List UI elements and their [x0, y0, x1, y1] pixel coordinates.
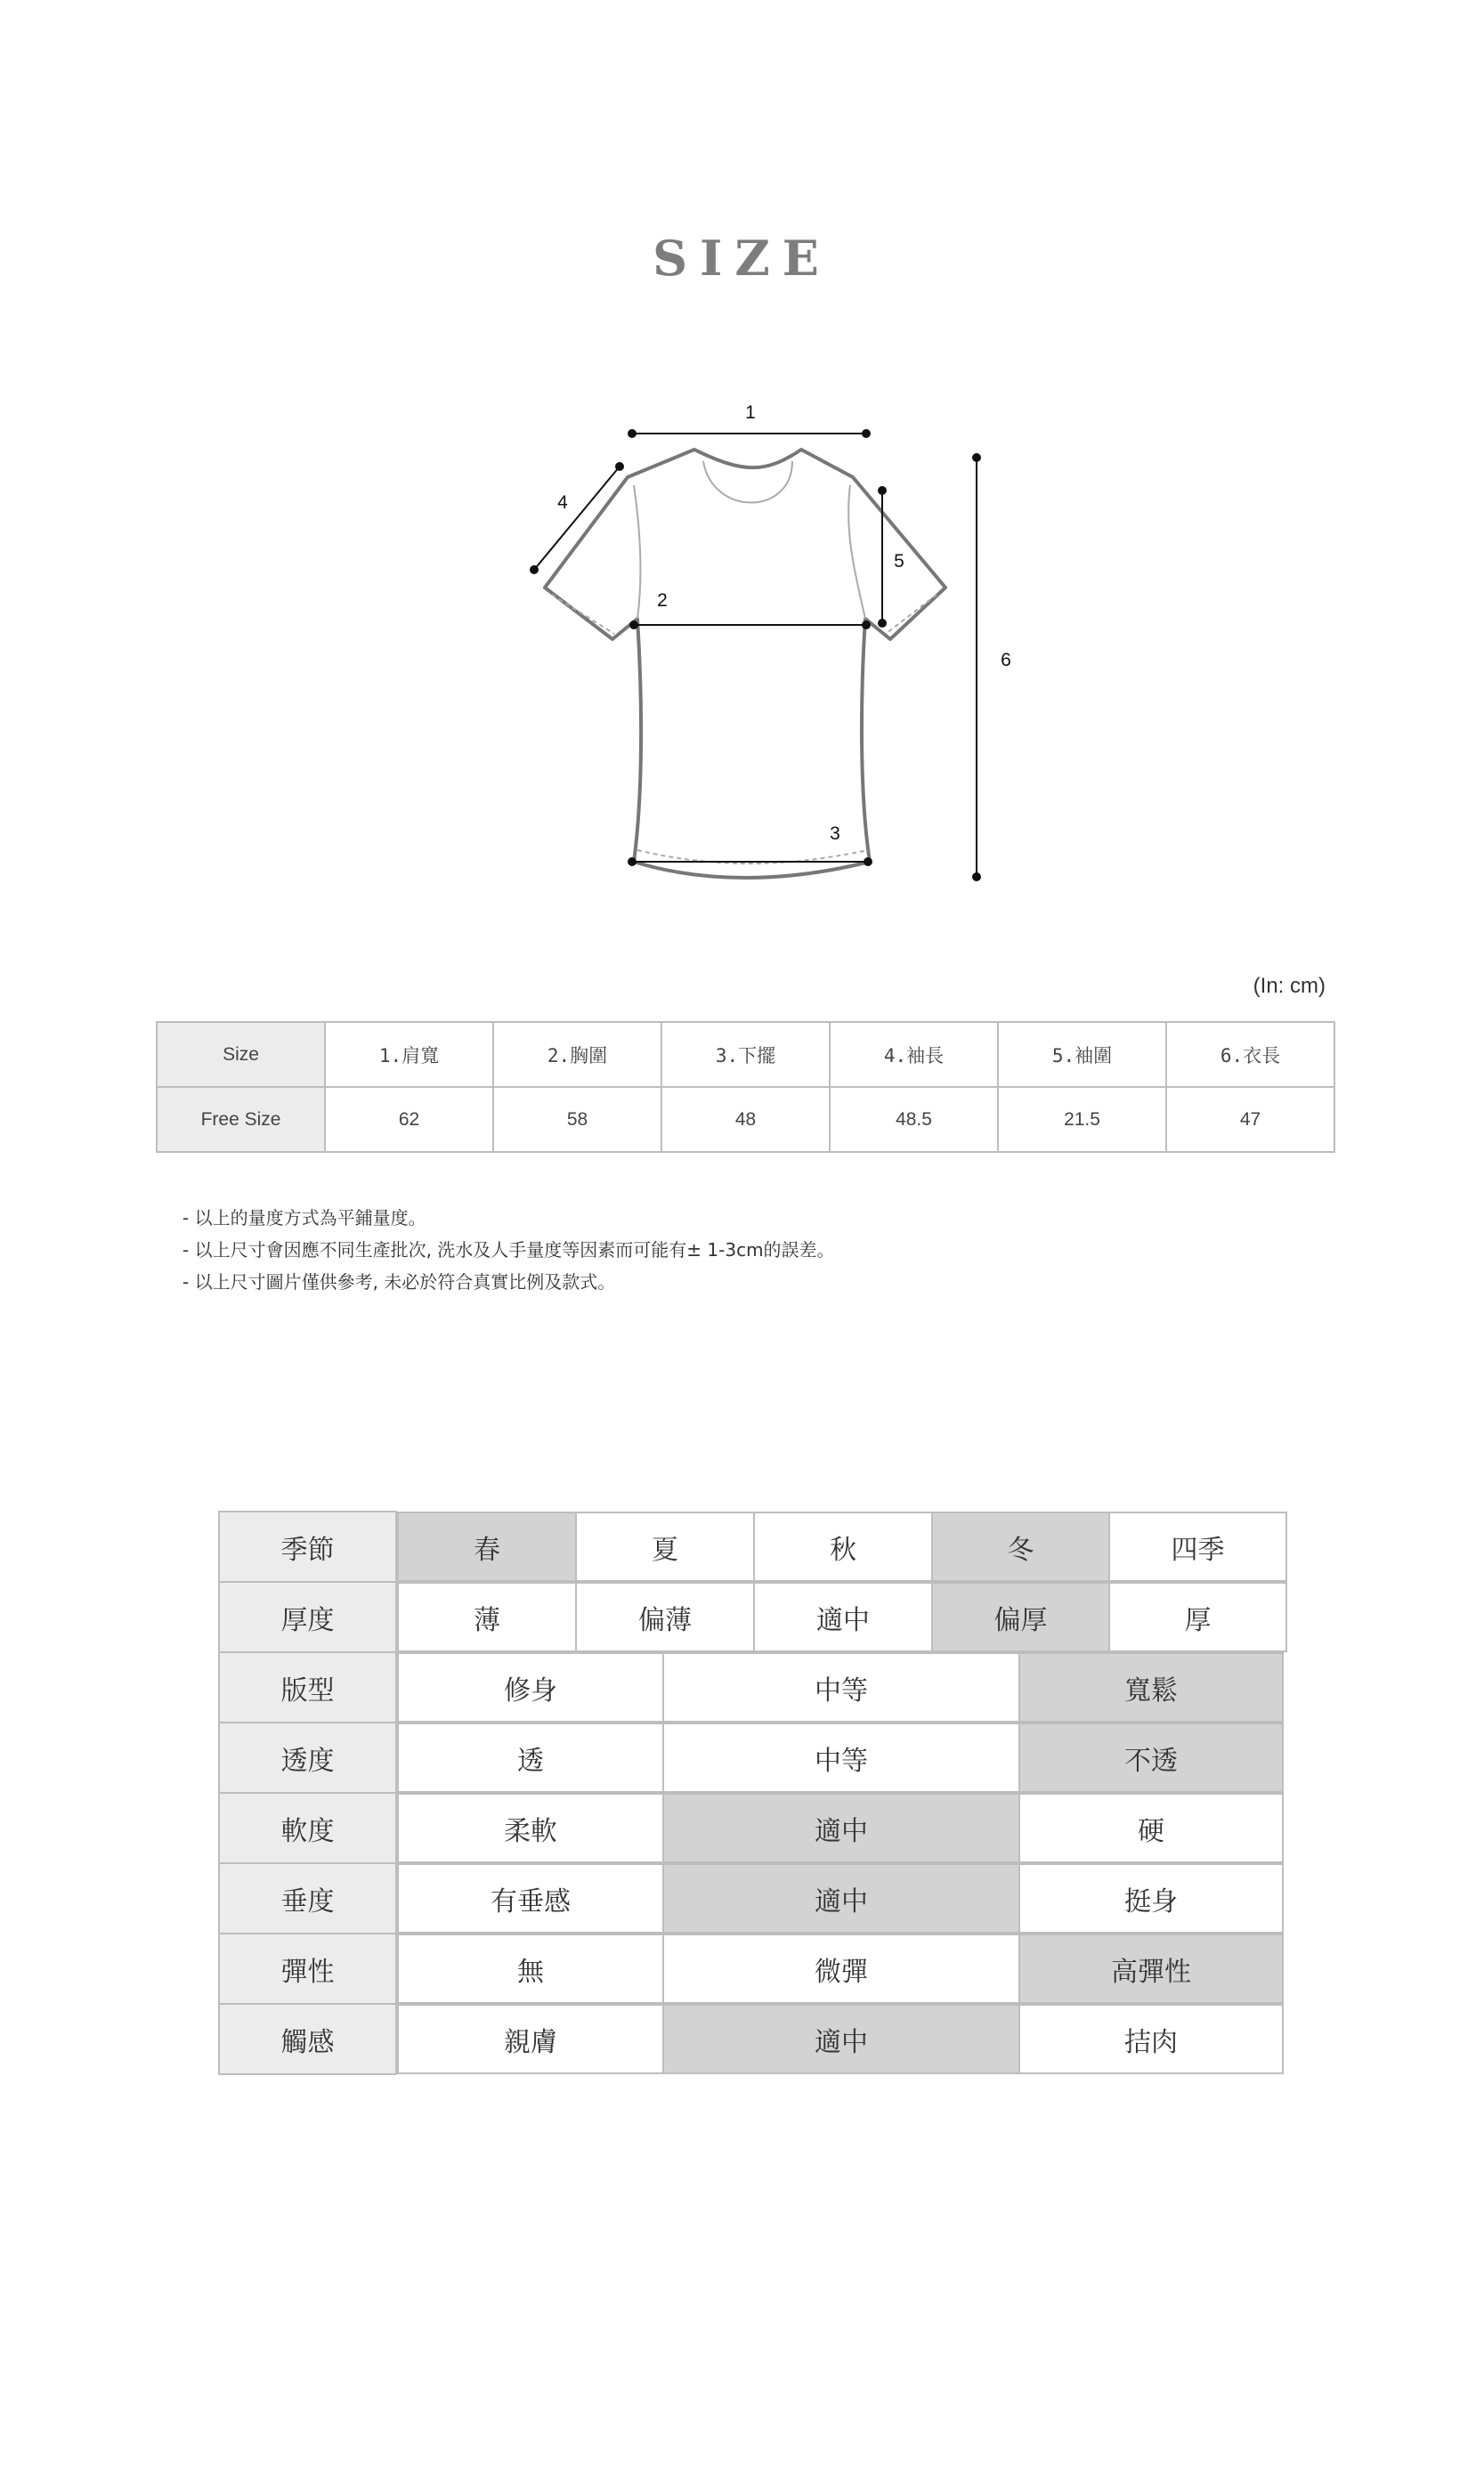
measure-label-4: 4 [557, 492, 568, 513]
row-label: 軟度 [219, 1793, 396, 1863]
row-transparency [219, 1723, 1272, 1793]
options-container [396, 1793, 1272, 1863]
size-table [156, 1021, 1335, 1153]
measure-label-2: 2 [657, 590, 668, 611]
row-thickness [219, 1582, 1272, 1652]
option-cell: 中等 [663, 1653, 1019, 1722]
option-cell: 無 [398, 1934, 663, 2003]
row-label: 垂度 [219, 1863, 396, 1934]
option-cell: 有垂感 [398, 1864, 663, 1933]
value-cell: 21.5 [998, 1087, 1166, 1152]
option-cell: 適中 [663, 1794, 1019, 1862]
option-cell: 偏薄 [576, 1583, 754, 1651]
row-touch [219, 2004, 1272, 2074]
row-season [219, 1512, 1272, 1582]
options-container [396, 1582, 1272, 1652]
measure-label-6: 6 [1001, 650, 1011, 670]
row-drape [219, 1863, 1272, 1934]
value-cell: 47 [1166, 1087, 1334, 1152]
option-cell: 修身 [398, 1653, 663, 1722]
tshirt-measurement-diagram [0, 0, 1484, 935]
option-cell: 硬 [1019, 1794, 1283, 1862]
value-cell: 48.5 [830, 1087, 998, 1152]
row-label: 透度 [219, 1723, 396, 1793]
option-cell: 微彈 [663, 1934, 1019, 2003]
measurement-notes [182, 1202, 835, 1298]
row-softness [219, 1793, 1272, 1863]
option-cell: 冬 [932, 1512, 1109, 1581]
note-line: - 以上尺寸圖片僅供參考, 未必於符合真實比例及款式。 [182, 1271, 616, 1293]
option-cell: 親膚 [398, 2005, 663, 2073]
option-cell: 不透 [1019, 1723, 1283, 1792]
header-cell: 4.袖長 [830, 1022, 998, 1087]
options-container [396, 1934, 1272, 2004]
option-cell: 高彈性 [1019, 1934, 1283, 2003]
header-cell: 3.下擺 [661, 1022, 830, 1087]
option-cell: 適中 [663, 2005, 1019, 2073]
value-cell: 48 [661, 1087, 830, 1152]
value-cell: 58 [493, 1087, 661, 1152]
row-label: 版型 [219, 1652, 396, 1723]
header-cell: 1.肩寬 [325, 1022, 493, 1087]
header-cell: 5.袖圍 [998, 1022, 1166, 1087]
measurement-lines [531, 430, 980, 880]
option-cell: 春 [398, 1512, 576, 1581]
row-label: 彈性 [219, 1934, 396, 2004]
note-line: - 以上的量度方式為平鋪量度。 [182, 1207, 426, 1228]
size-cell: Free Size [157, 1087, 325, 1152]
row-elasticity [219, 1934, 1272, 2004]
value-cell: 62 [325, 1087, 493, 1152]
fabric-properties-table [218, 1511, 1273, 2075]
option-cell: 適中 [663, 1864, 1019, 1933]
row-label: 季節 [219, 1512, 396, 1582]
note-line: - 以上尺寸會因應不同生產批次, 洗水及人手量度等因素而可能有± 1-3cm的誤差。 [182, 1239, 835, 1261]
fabric-grid [218, 1511, 1273, 2075]
options-container [396, 1512, 1272, 1582]
option-cell: 柔軟 [398, 1794, 663, 1862]
size-table-row [157, 1087, 1334, 1152]
option-cell: 四季 [1109, 1512, 1286, 1581]
measure-label-3: 3 [830, 823, 840, 844]
row-label: 厚度 [219, 1582, 396, 1652]
option-cell: 透 [398, 1723, 663, 1792]
measure-label-5: 5 [894, 551, 904, 572]
size-table-header-row [157, 1022, 1334, 1087]
option-cell: 中等 [663, 1723, 1019, 1792]
option-cell: 夏 [576, 1512, 754, 1581]
measure-label-1: 1 [745, 402, 756, 423]
option-cell: 挺身 [1019, 1864, 1283, 1933]
row-fit [219, 1652, 1272, 1723]
option-cell: 拮肉 [1019, 2005, 1283, 2073]
tshirt-outline [545, 450, 945, 878]
options-container [396, 2004, 1272, 2074]
option-cell: 厚 [1109, 1583, 1286, 1651]
option-cell: 偏厚 [932, 1583, 1109, 1651]
row-label: 觸感 [219, 2004, 396, 2074]
header-cell: 6.衣長 [1166, 1022, 1334, 1087]
tshirt-seams [552, 461, 937, 864]
option-cell: 寬鬆 [1019, 1653, 1283, 1722]
page-title: SIZE [653, 230, 831, 287]
header-cell: 2.胸圍 [493, 1022, 661, 1087]
options-container [396, 1652, 1272, 1723]
option-cell: 薄 [398, 1583, 576, 1651]
option-cell: 適中 [754, 1583, 932, 1651]
option-cell: 秋 [754, 1512, 932, 1581]
options-container [396, 1723, 1272, 1793]
unit-label: (In: cm) [1253, 974, 1326, 998]
options-container [396, 1863, 1272, 1934]
header-cell: Size [157, 1022, 325, 1087]
